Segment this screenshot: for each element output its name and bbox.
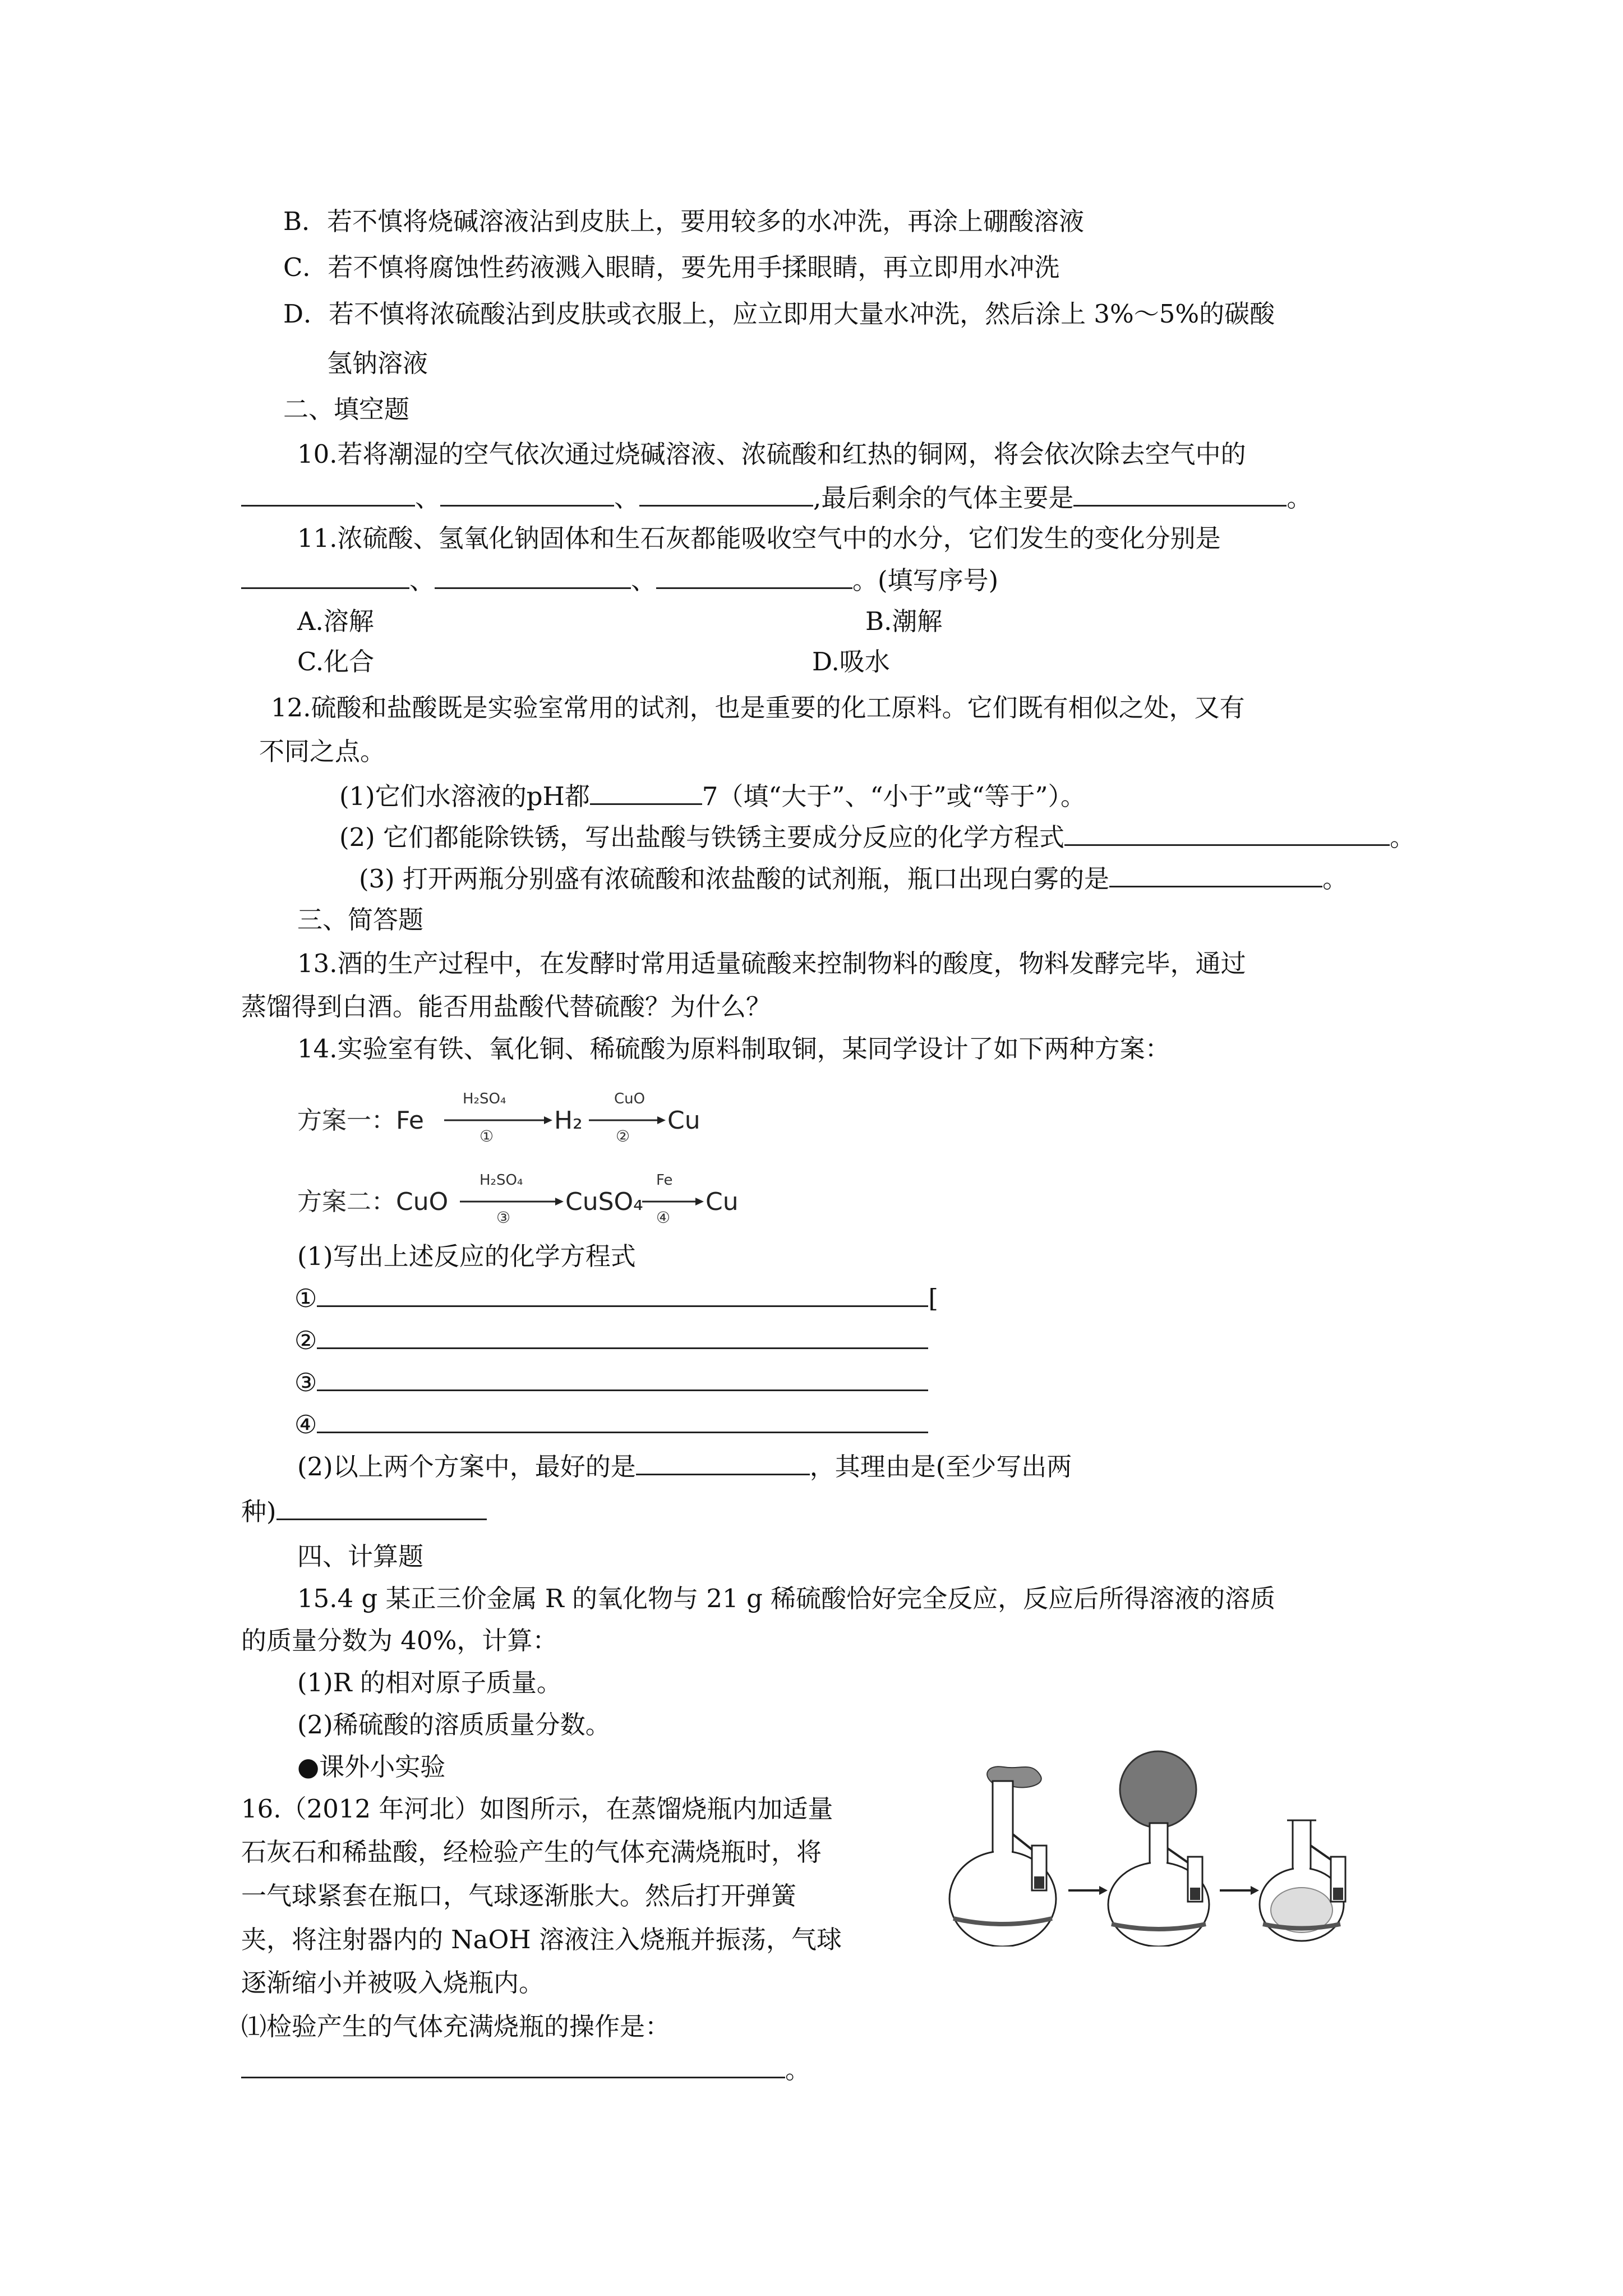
scheme-start: 方案二：CuO xyxy=(297,1188,449,1216)
section-fill-in: 二、填空题 xyxy=(283,394,410,424)
equation-line-2: ② xyxy=(294,1324,928,1358)
scheme-product: Cu xyxy=(706,1188,739,1216)
flask-with-inflated-balloon xyxy=(1108,1751,1209,1947)
flask-balloon-inside xyxy=(1260,1820,1345,1941)
question-14: 14.实验室有铁、氧化铜、稀硫酸为原料制取铜，某同学设计了如下两种方案： xyxy=(297,1034,1170,1064)
balloon-icon xyxy=(1120,1751,1196,1828)
scheme-intermediate: CuSO₄ xyxy=(565,1188,643,1216)
question-16-line-4: 夹，将注射器内的 NaOH 溶液注入烧瓶并振荡，气球 xyxy=(241,1925,842,1954)
scheme-start: 方案一：Fe xyxy=(297,1106,424,1135)
question-12-part-2: (2) 它们都能除铁锈，写出盐酸与铁锈主要成分反应的化学方程式 。 xyxy=(339,821,1415,854)
flask-experiment-figure xyxy=(948,1750,1385,1949)
question-15-continued: 的质量分数为 40%，计算： xyxy=(241,1626,558,1655)
answer-blank[interactable] xyxy=(241,481,415,507)
question-11: 11.浓硫酸、氢氧化钠固体和生石灰都能吸收空气中的水分，它们发生的变化分别是 xyxy=(297,523,1221,553)
equation-line-4: ④ xyxy=(294,1408,928,1442)
q11-option-a: A.溶解 xyxy=(297,606,374,636)
q11-option-d: D.吸水 xyxy=(812,647,890,677)
arrow-reagent: H₂SO₄ xyxy=(479,1172,523,1189)
question-16-line-5: 逐渐缩小并被吸入烧瓶内。 xyxy=(241,1968,545,1998)
arrow-step: ④ xyxy=(656,1208,671,1227)
answer-blank[interactable] xyxy=(276,1495,487,1520)
arrow-head-icon xyxy=(555,1198,564,1205)
apparatus-diagram xyxy=(948,1750,1385,1947)
answer-blank[interactable] xyxy=(317,1324,928,1349)
answer-blank[interactable] xyxy=(317,1366,928,1391)
equation-line-1: ① [ xyxy=(294,1282,938,1315)
section-calculation: 四、计算题 xyxy=(297,1542,424,1571)
question-15-part-1: (1)R 的相对原子质量。 xyxy=(297,1668,562,1697)
answer-blank[interactable] xyxy=(656,564,852,589)
question-13: 13.酒的生产过程中，在发酵时常用适量硫酸来控制物料的酸度，物料发酵完毕，通过 xyxy=(297,949,1246,978)
arrow-step: ② xyxy=(616,1127,630,1145)
option-b: B．若不慎将烧碱溶液沾到皮肤上，要用较多的水冲洗，再涂上硼酸溶液 xyxy=(283,206,1085,236)
question-14-part-2: (2)以上两个方案中，最好的是 ，其理由是(至少写出两 xyxy=(297,1450,1072,1484)
arrow-icon xyxy=(1099,1886,1108,1895)
question-10: 10.若将潮湿的空气依次通过烧碱溶液、浓硫酸和红热的铜网，将会依次除去空气中的 xyxy=(297,439,1246,469)
answer-blank[interactable] xyxy=(440,481,614,507)
answer-blank[interactable] xyxy=(435,564,631,589)
arrow-reagent: CuO xyxy=(614,1091,645,1107)
answer-blank[interactable] xyxy=(241,564,409,589)
reaction-scheme-2 xyxy=(297,1167,780,1234)
option-d-continued: 氢钠溶液 xyxy=(327,348,428,378)
scheme-intermediate: H₂ xyxy=(554,1106,583,1135)
question-15: 15.4 g 某正三价金属 R 的氧化物与 21 g 稀硫酸恰好完全反应，反应后所得溶液的溶质 xyxy=(297,1584,1276,1613)
arrow-step: ③ xyxy=(496,1208,511,1227)
scheme-plan-2 xyxy=(297,1167,780,1236)
question-14-part-1: (1)写出上述反应的化学方程式 xyxy=(297,1241,636,1271)
arrow-reagent: Fe xyxy=(656,1172,673,1189)
flask-with-balloon xyxy=(949,1766,1056,1947)
arrow-icon xyxy=(1251,1886,1259,1895)
question-16-line-3: 一气球紧套在瓶口，气球逐渐胀大。然后打开弹簧 xyxy=(241,1881,797,1911)
question-11-blanks: 、 、 。(填写序号) xyxy=(241,564,998,597)
q11-option-c: C.化合 xyxy=(297,647,375,677)
reaction-scheme-1 xyxy=(297,1085,723,1153)
arrow-reagent: H₂SO₄ xyxy=(463,1091,506,1107)
answer-blank[interactable] xyxy=(1109,862,1322,887)
answer-blank[interactable] xyxy=(317,1408,928,1433)
answer-blank[interactable] xyxy=(636,1450,810,1475)
question-12-part-1: (1)它们水溶液的pH都 7（填“大于”、“小于”或“等于”）。 xyxy=(339,780,1086,813)
arrow-step: ① xyxy=(479,1127,494,1145)
arrow-head-icon xyxy=(695,1198,704,1205)
arrow-head-icon xyxy=(544,1116,552,1124)
answer-blank[interactable] xyxy=(590,780,702,805)
section-extracurricular: ●课外小实验 xyxy=(297,1752,446,1782)
option-d: D．若不慎将浓硫酸沾到皮肤或衣服上，应立即用大量水冲洗，然后涂上 3%～5%的碳酸 xyxy=(283,299,1275,329)
question-12-continued: 不同之点。 xyxy=(259,737,386,766)
answer-blank[interactable] xyxy=(1073,481,1287,507)
scheme-plan-1 xyxy=(297,1085,723,1155)
question-16-part-1: ⑴检验产生的气体充满烧瓶的操作是： xyxy=(241,2012,671,2041)
question-16-part-1-answer: 。 xyxy=(241,2053,810,2087)
option-c: C．若不慎将腐蚀性药液溅入眼睛，要先用手揉眼睛，再立即用水冲洗 xyxy=(283,252,1060,282)
answer-blank[interactable] xyxy=(241,2053,785,2078)
question-16-line-1: 16.（2012 年河北）如图所示，在蒸馏烧瓶内加适量 xyxy=(241,1794,833,1824)
answer-blank[interactable] xyxy=(639,481,813,507)
arrow-head-icon xyxy=(657,1116,666,1124)
question-12: 12.硫酸和盐酸既是实验室常用的试剂，也是重要的化工原料。它们既有相似之处，又有 xyxy=(271,693,1245,723)
scheme-product: Cu xyxy=(667,1106,700,1135)
question-14-part-2-continued: 种) xyxy=(241,1495,487,1529)
answer-blank[interactable] xyxy=(1064,821,1390,846)
equation-line-3: ③ xyxy=(294,1366,928,1400)
q11-option-b: B.潮解 xyxy=(865,606,943,636)
question-10-blanks: 、 、 ,最后剩余的气体主要是 。 xyxy=(241,481,1312,515)
question-16-line-2: 石灰石和稀盐酸，经检验产生的气体充满烧瓶时，将 xyxy=(241,1837,822,1867)
section-short-answer: 三、简答题 xyxy=(297,905,424,935)
question-13-continued: 蒸馏得到白酒。能否用盐酸代替硫酸？为什么？ xyxy=(241,992,772,1022)
question-15-part-2: (2)稀硫酸的溶质质量分数。 xyxy=(297,1710,611,1740)
answer-blank[interactable] xyxy=(317,1282,928,1307)
question-12-part-3: (3) 打开两瓶分别盛有浓硫酸和浓盐酸的试剂瓶，瓶口出现白雾的是 。 xyxy=(359,862,1348,896)
